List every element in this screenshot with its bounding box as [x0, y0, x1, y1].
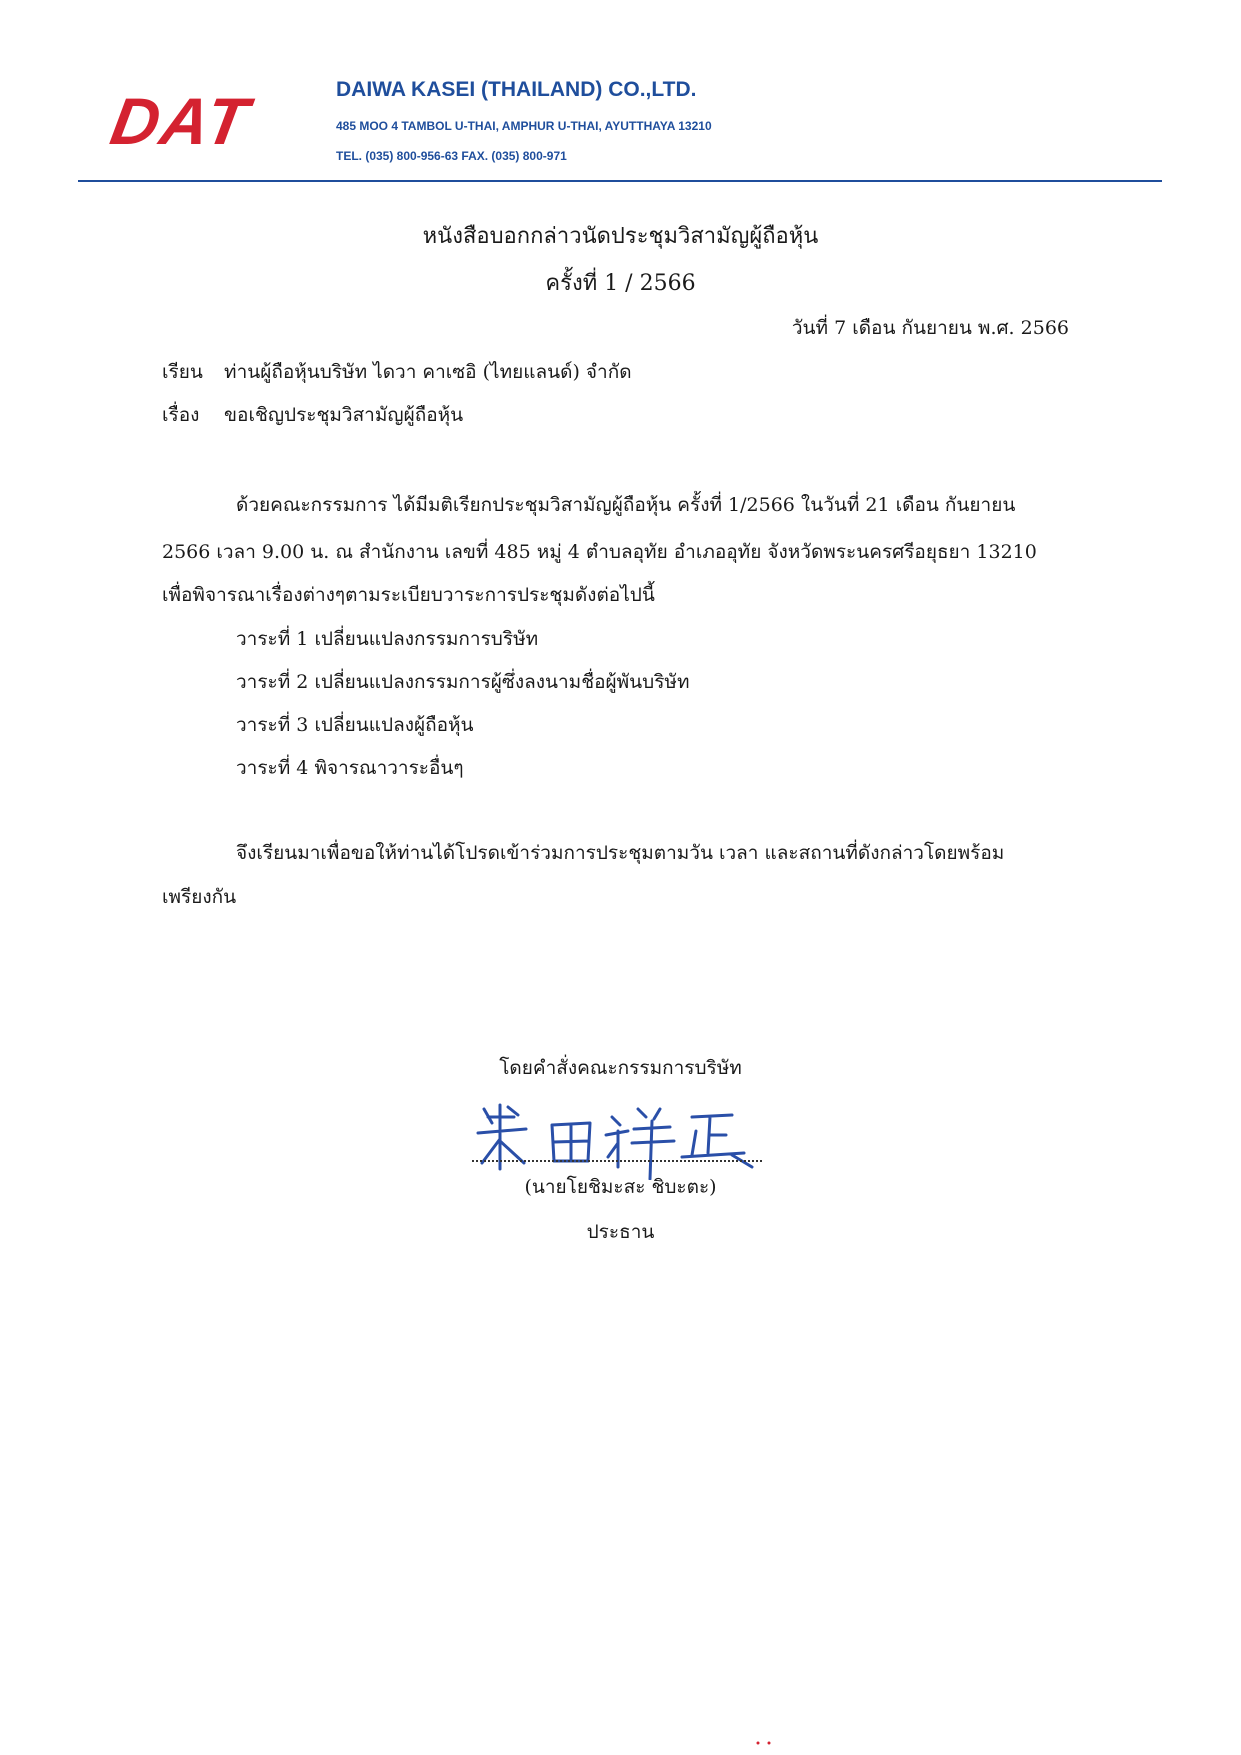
signer-title: ประธาน	[586, 1221, 655, 1243]
footer-mark	[755, 1740, 775, 1746]
company-name: DAIWA KASEI (THAILAND) CO.,LTD.	[336, 78, 697, 101]
header-divider	[78, 180, 1162, 182]
signoff-text: โดยคำสั่งคณะกรรมการบริษัท	[499, 1057, 742, 1079]
company-contact: TEL. (035) 800-956-63 FAX. (035) 800-971	[336, 149, 567, 163]
subject-label: เรื่อง	[162, 404, 200, 426]
closing-line: จึงเรียนมาเพื่อขอให้ท่านได้โปรดเข้าร่วมการประชุมตามวัน เวลา และสถานที่ดังกล่าวโดยพร้อม	[236, 842, 1005, 864]
agenda-item: วาระที่ 3 เปลี่ยนแปลงผู้ถือหุ้น	[236, 714, 474, 736]
document-subtitle: ครั้งที่ 1 / 2566	[545, 271, 696, 296]
subject-line	[162, 400, 463, 430]
body-line: 2566 เวลา 9.00 น. ณ สำนักงาน เลขที่ 485 หมู่ 4 ตำบลอุทัย อำเภออุทัย จังหวัดพระนครศรีอยุธยา 13210	[162, 541, 1037, 563]
recipient-label: เรียน	[162, 361, 203, 383]
agenda-item: วาระที่ 4 พิจารณาวาระอื่นๆ	[236, 757, 464, 779]
body-line: เพื่อพิจารณาเรื่องต่างๆตามระเบียบวาระการประชุมดังต่อไปนี้	[162, 584, 655, 606]
recipient-value: ท่านผู้ถือหุ้นบริษัท ไดวา คาเซอิ (ไทยแลนด์) จำกัด	[224, 361, 632, 383]
recipient-line	[162, 357, 632, 387]
agenda-item: วาระที่ 2 เปลี่ยนแปลงกรรมการผู้ซึ่งลงนามชื่อผู้พันบริษัท	[236, 671, 690, 693]
signature-image	[470, 1095, 770, 1180]
document-date: วันที่ 7 เดือน กันยายน พ.ศ. 2566	[791, 317, 1069, 339]
subject-value: ขอเชิญประชุมวิสามัญผู้ถือหุ้น	[224, 404, 464, 426]
signer-name: (นายโยชิมะสะ ชิบะตะ)	[524, 1176, 717, 1198]
document-title: หนังสือบอกกล่าวนัดประชุมวิสามัญผู้ถือหุ้น	[422, 224, 819, 249]
agenda-item: วาระที่ 1 เปลี่ยนแปลงกรรมการบริษัท	[236, 628, 539, 650]
signature-line	[472, 1160, 762, 1162]
company-logo: DAT	[105, 84, 256, 158]
closing-line: เพรียงกัน	[162, 886, 237, 908]
body-line: ด้วยคณะกรรมการ ได้มีมติเรียกประชุมวิสามัญผู้ถือหุ้น ครั้งที่ 1/2566 ในวันที่ 21 เดือน กันยายน	[236, 494, 1016, 516]
company-address: 485 MOO 4 TAMBOL U-THAI, AMPHUR U-THAI, AYUTTHAYA 13210	[336, 119, 712, 133]
